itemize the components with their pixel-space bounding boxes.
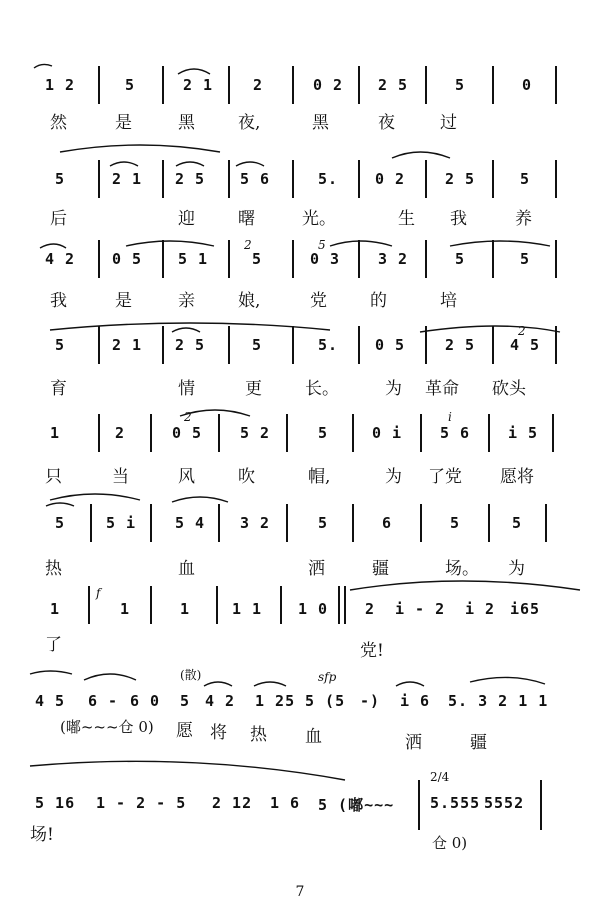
tempo-mark: (散) bbox=[180, 668, 202, 682]
lyric: 后 bbox=[50, 209, 67, 229]
lyric: 党 bbox=[310, 291, 327, 311]
lyric: 养 bbox=[515, 209, 532, 229]
bar-line bbox=[286, 504, 288, 542]
note-group: i 6 bbox=[400, 692, 431, 710]
lyric: 热 bbox=[250, 725, 267, 745]
lyric: 吹 bbox=[238, 467, 255, 487]
bar-line bbox=[98, 160, 100, 198]
note-group: 2 5 bbox=[445, 336, 476, 354]
note-group: 0 2 bbox=[375, 170, 406, 188]
slur bbox=[60, 145, 220, 152]
slur bbox=[350, 581, 580, 590]
lyric: 育 bbox=[50, 379, 67, 399]
grace-note: 2 bbox=[244, 238, 252, 252]
lyric: 过 bbox=[440, 113, 457, 133]
bar-line bbox=[150, 504, 152, 542]
bar-line bbox=[162, 326, 164, 364]
bar-line bbox=[425, 326, 427, 364]
note-group: 2 bbox=[365, 600, 376, 618]
note-group: 0 2 bbox=[313, 76, 344, 94]
note-group: 5 bbox=[520, 170, 531, 188]
lyric: 愿将 bbox=[500, 467, 534, 487]
lyric: 黑 bbox=[312, 113, 329, 133]
lyric: 当 bbox=[112, 467, 129, 487]
bar-line bbox=[552, 414, 554, 452]
lyric: 夜 bbox=[378, 113, 395, 133]
note-group: 5 bbox=[252, 336, 263, 354]
slur bbox=[450, 241, 550, 246]
slur bbox=[470, 677, 545, 684]
note-group: 5. bbox=[318, 336, 339, 354]
lyric: 为 bbox=[385, 379, 402, 399]
bar-line bbox=[420, 504, 422, 542]
lyric: 情 bbox=[178, 379, 195, 399]
lyric: 更 bbox=[245, 379, 262, 399]
bar-line bbox=[150, 586, 152, 624]
bar-line bbox=[358, 326, 360, 364]
bar-line bbox=[98, 414, 100, 452]
lyric: 长。 bbox=[305, 379, 339, 399]
lyric: 洒 bbox=[405, 733, 422, 753]
bar-line bbox=[218, 504, 220, 542]
bar-line bbox=[228, 326, 230, 364]
bar-line bbox=[216, 586, 218, 624]
note-group: 5 bbox=[455, 76, 466, 94]
note-group: 5 bbox=[252, 250, 263, 268]
note-group: i - 2 bbox=[395, 600, 446, 618]
slur bbox=[40, 244, 66, 248]
bar-line bbox=[488, 414, 490, 452]
bar-line bbox=[292, 240, 294, 278]
slur bbox=[254, 682, 286, 686]
slur bbox=[46, 503, 74, 506]
slur bbox=[110, 162, 138, 166]
slur bbox=[236, 162, 264, 166]
grace-note: 2 bbox=[518, 324, 526, 338]
bar-line bbox=[425, 66, 427, 104]
note-group: 1 bbox=[120, 600, 131, 618]
note-group: 2 bbox=[253, 76, 264, 94]
note-group: 5 (嘟~~~ bbox=[318, 796, 395, 814]
note-group: 2 5 bbox=[378, 76, 409, 94]
slur bbox=[178, 69, 210, 74]
slur bbox=[172, 497, 228, 502]
lyric: 亲 bbox=[178, 291, 195, 311]
bar-line bbox=[162, 160, 164, 198]
note-group: 1 2 bbox=[45, 76, 76, 94]
lyric: 然 bbox=[50, 113, 67, 133]
note-group: 5 bbox=[125, 76, 136, 94]
slur bbox=[396, 682, 424, 686]
lyric: 疆 bbox=[372, 559, 389, 579]
note-group: i65 bbox=[510, 600, 541, 618]
slur bbox=[330, 241, 392, 246]
page-number: 7 bbox=[295, 884, 305, 900]
grace-note: 5 bbox=[318, 238, 326, 252]
lyric: 只 bbox=[45, 467, 62, 487]
lyric: 将 bbox=[210, 723, 227, 743]
bar-line bbox=[228, 66, 230, 104]
lyric: 帽, bbox=[308, 467, 331, 487]
note-group: 5 bbox=[512, 514, 523, 532]
note-group: 5 bbox=[180, 692, 191, 710]
note-group: i 2 bbox=[465, 600, 496, 618]
bar-line bbox=[162, 240, 164, 278]
lyric: 夜, bbox=[238, 113, 261, 133]
bar-line bbox=[425, 240, 427, 278]
lyric: 是 bbox=[115, 113, 132, 133]
lyric: 曙 bbox=[238, 209, 255, 229]
note-group: 2 5 bbox=[175, 336, 206, 354]
note-group: 5 bbox=[55, 514, 66, 532]
note-group: 6 bbox=[382, 514, 393, 532]
bar-line bbox=[292, 326, 294, 364]
lyric: 风 bbox=[178, 467, 195, 487]
bar-line bbox=[358, 66, 360, 104]
note-group: 0 bbox=[522, 76, 533, 94]
note-group: 0 5 bbox=[112, 250, 143, 268]
bar-line bbox=[555, 240, 557, 278]
lyric: 党! bbox=[360, 641, 384, 661]
note-group: 2 5 bbox=[445, 170, 476, 188]
slur bbox=[30, 761, 345, 780]
slur bbox=[420, 326, 560, 332]
dynamic-mark: f bbox=[96, 586, 101, 600]
bar-line bbox=[555, 66, 557, 104]
bar-line bbox=[162, 66, 164, 104]
note-group: 2 12 bbox=[212, 794, 253, 812]
bar-line bbox=[425, 160, 427, 198]
note-group: 4 5 bbox=[510, 336, 541, 354]
bar-line bbox=[280, 586, 282, 624]
lyric: 血 bbox=[305, 727, 322, 747]
lyric: 洒 bbox=[308, 559, 325, 579]
bar-line bbox=[545, 504, 547, 542]
lyric: (嘟~~~仓 0) bbox=[60, 718, 154, 736]
note-group: 4 2 bbox=[205, 692, 236, 710]
note-group: 5. bbox=[318, 170, 339, 188]
lyric: 了 bbox=[45, 635, 62, 655]
bar-line bbox=[358, 240, 360, 278]
bar-line bbox=[292, 66, 294, 104]
bar-line bbox=[228, 160, 230, 198]
note-group: 5 bbox=[55, 170, 66, 188]
note-group: 5 2 bbox=[240, 424, 271, 442]
note-group: 5 4 bbox=[175, 514, 206, 532]
lyric: 仓 0) bbox=[432, 834, 468, 852]
note-group: 0 5 bbox=[375, 336, 406, 354]
lyric: 培 bbox=[440, 291, 457, 311]
lyric: 了党 bbox=[428, 467, 462, 487]
grace-note: i bbox=[448, 410, 452, 424]
note-group: 5 6 bbox=[440, 424, 471, 442]
note-group: 2 1 bbox=[183, 76, 214, 94]
lyric: 娘, bbox=[238, 291, 261, 311]
note-group: 1 bbox=[180, 600, 191, 618]
slur bbox=[84, 674, 136, 680]
bar-line bbox=[492, 326, 494, 364]
bar-line bbox=[98, 66, 100, 104]
slur bbox=[126, 241, 214, 246]
note-group: 5 bbox=[55, 336, 66, 354]
note-group: 1 bbox=[50, 600, 61, 618]
note-group: 6 0 bbox=[130, 692, 161, 710]
lyric: 我 bbox=[450, 209, 467, 229]
lyric: 血 bbox=[178, 559, 195, 579]
note-group: i 5 bbox=[508, 424, 539, 442]
lyric: 为 bbox=[508, 559, 525, 579]
lyric: 热 bbox=[45, 559, 62, 579]
note-group: 3 2 bbox=[378, 250, 409, 268]
note-group: 1 0 bbox=[298, 600, 329, 618]
lyric: 生 bbox=[398, 209, 415, 229]
lyric: 砍头 bbox=[492, 379, 526, 399]
note-group: 2 5 bbox=[175, 170, 206, 188]
bar-line bbox=[338, 586, 340, 624]
bar-line bbox=[218, 414, 220, 452]
dynamic-mark: sfp bbox=[318, 670, 337, 684]
note-group: -) bbox=[360, 692, 381, 710]
lyric: 场! bbox=[30, 825, 54, 845]
slur bbox=[172, 328, 200, 332]
lyric: 黑 bbox=[178, 113, 195, 133]
note-group: 2 1 bbox=[112, 170, 143, 188]
lyric: 迎 bbox=[178, 209, 195, 229]
note-group: 0 3 bbox=[310, 250, 341, 268]
lyric: 为 bbox=[385, 467, 402, 487]
bar-line bbox=[418, 780, 420, 830]
slur bbox=[392, 152, 450, 158]
bar-line bbox=[228, 240, 230, 278]
bar-line bbox=[98, 326, 100, 364]
slur bbox=[50, 323, 330, 330]
note-group: 1 - 2 - 5 bbox=[96, 794, 187, 812]
bar-line bbox=[488, 504, 490, 542]
note-group: 5 i bbox=[106, 514, 137, 532]
bar-line bbox=[286, 414, 288, 452]
note-group: 5 16 bbox=[35, 794, 76, 812]
bar-line bbox=[88, 586, 90, 624]
bar-line bbox=[98, 240, 100, 278]
lyric: 革命 bbox=[425, 379, 459, 399]
note-group: 6 - bbox=[88, 692, 119, 710]
note-group: 1 bbox=[50, 424, 61, 442]
note-group: 5 1 bbox=[178, 250, 209, 268]
note-group: 5 6 bbox=[240, 170, 271, 188]
lyric: 光。 bbox=[302, 209, 336, 229]
note-group: 0 5 bbox=[172, 424, 203, 442]
time-signature: 2/4 bbox=[430, 770, 450, 784]
lyric: 愿 bbox=[176, 721, 193, 741]
lyric: 是 bbox=[115, 291, 132, 311]
bar-line bbox=[420, 414, 422, 452]
note-group: 1 1 bbox=[232, 600, 263, 618]
bar-line bbox=[358, 160, 360, 198]
bar-line bbox=[555, 160, 557, 198]
note-group: 3 2 bbox=[240, 514, 271, 532]
slur bbox=[176, 162, 204, 166]
lyric: 场。 bbox=[445, 559, 479, 579]
note-group: 5 bbox=[318, 514, 329, 532]
note-group: 5552 bbox=[484, 794, 525, 812]
note-group: 5 bbox=[455, 250, 466, 268]
bar-line bbox=[555, 326, 557, 364]
lyric: 疆 bbox=[470, 733, 487, 753]
bar-line bbox=[492, 160, 494, 198]
slur bbox=[30, 671, 72, 674]
bar-line bbox=[344, 586, 346, 624]
note-group: 5.555 bbox=[430, 794, 481, 812]
bar-line bbox=[90, 504, 92, 542]
bar-line bbox=[352, 414, 354, 452]
note-group: 4 5 bbox=[35, 692, 66, 710]
bar-line bbox=[292, 160, 294, 198]
bar-line bbox=[492, 66, 494, 104]
bar-line bbox=[540, 780, 542, 830]
note-group: 5 bbox=[318, 424, 329, 442]
note-group: 4 2 bbox=[45, 250, 76, 268]
bar-line bbox=[352, 504, 354, 542]
lyric: 我 bbox=[50, 291, 67, 311]
bar-line bbox=[492, 240, 494, 278]
grace-note: 2 bbox=[184, 410, 192, 424]
note-group: 1 6 bbox=[270, 794, 301, 812]
lyric: 的 bbox=[370, 291, 387, 311]
note-group: 5 (5 bbox=[305, 692, 346, 710]
slur bbox=[50, 494, 140, 500]
note-group: 1 25 bbox=[255, 692, 296, 710]
note-group: 5 bbox=[450, 514, 461, 532]
note-group: 0 i bbox=[372, 424, 403, 442]
note-group: 2 1 bbox=[112, 336, 143, 354]
bar-line bbox=[150, 414, 152, 452]
note-group: 5 bbox=[520, 250, 531, 268]
slur bbox=[204, 682, 232, 686]
note-group: 2 bbox=[115, 424, 126, 442]
note-group: 5. 3 2 1 1 bbox=[448, 692, 549, 710]
slur bbox=[34, 64, 52, 68]
